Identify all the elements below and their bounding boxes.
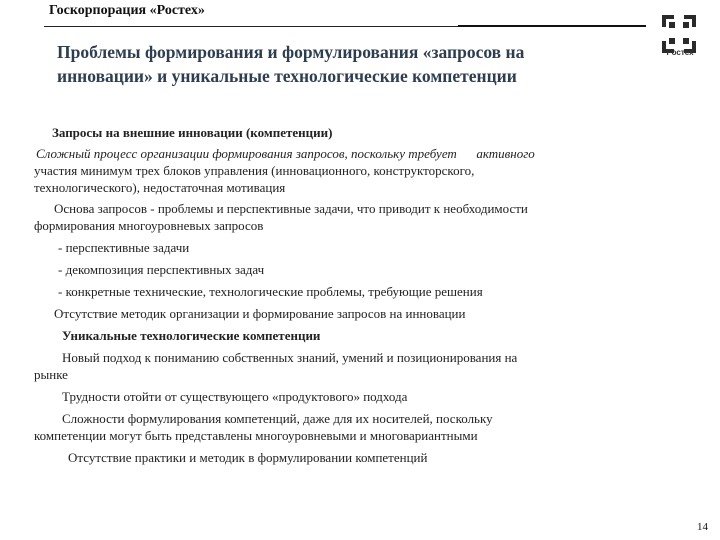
header-divider-accent	[458, 25, 646, 27]
paragraph-line: рынке	[34, 367, 68, 382]
paragraph-line: Сложный процесс организации формирования запросов, поскольку требует активного	[36, 146, 535, 161]
paragraph-line: Отсутствие практики и методик в формулировании компетенций	[68, 450, 428, 465]
slide-body	[34, 124, 674, 466]
paragraph-line: Сложности формулирования компетенций, даже для их носителей, поскольку	[62, 411, 493, 426]
section-heading-competencies: Уникальные технологические компетенции	[62, 328, 321, 343]
section-heading-requests: Запросы на внешние инновации (компетенции)	[52, 125, 333, 140]
paragraph-line: технологического), недостаточная мотивация	[34, 180, 286, 195]
paragraph-line: Трудности отойти от существующего «продуктового» подхода	[62, 389, 408, 404]
list-item: - перспективные задачи	[58, 240, 190, 255]
paragraph-line: Новый подход к пониманию собственных знаний, умений и позиционирования на	[62, 350, 518, 365]
slide-title-line-2: инновации» и уникальные технологические компетенции	[57, 66, 517, 86]
organization-name: Госкорпорация «Ростех»	[49, 3, 205, 18]
slide-title-line-1: Проблемы формирования и формулирования «запросов на	[57, 42, 525, 62]
paragraph-line: Отсутствие методик организации и формирование запросов на инновации	[54, 306, 466, 321]
paragraph-line: компетенции могут быть представлены многоуровневыми и многовариантными	[34, 428, 478, 443]
list-item: - декомпозиция перспективных задач	[58, 262, 265, 277]
paragraph-line: Основа запросов - проблемы и перспективные задачи, что приводит к необходимости	[54, 201, 528, 216]
paragraph-line: формирования многоуровневых запросов	[34, 218, 264, 233]
paragraph-line: участия минимум трех блоков управления (инновационного, конструкторского,	[34, 163, 475, 178]
page-number: 14	[697, 521, 708, 533]
list-item: - конкретные технические, технологические проблемы, требующие решения	[58, 284, 483, 299]
logo-wordmark: Ростех	[666, 48, 694, 57]
slide-title	[57, 40, 647, 88]
